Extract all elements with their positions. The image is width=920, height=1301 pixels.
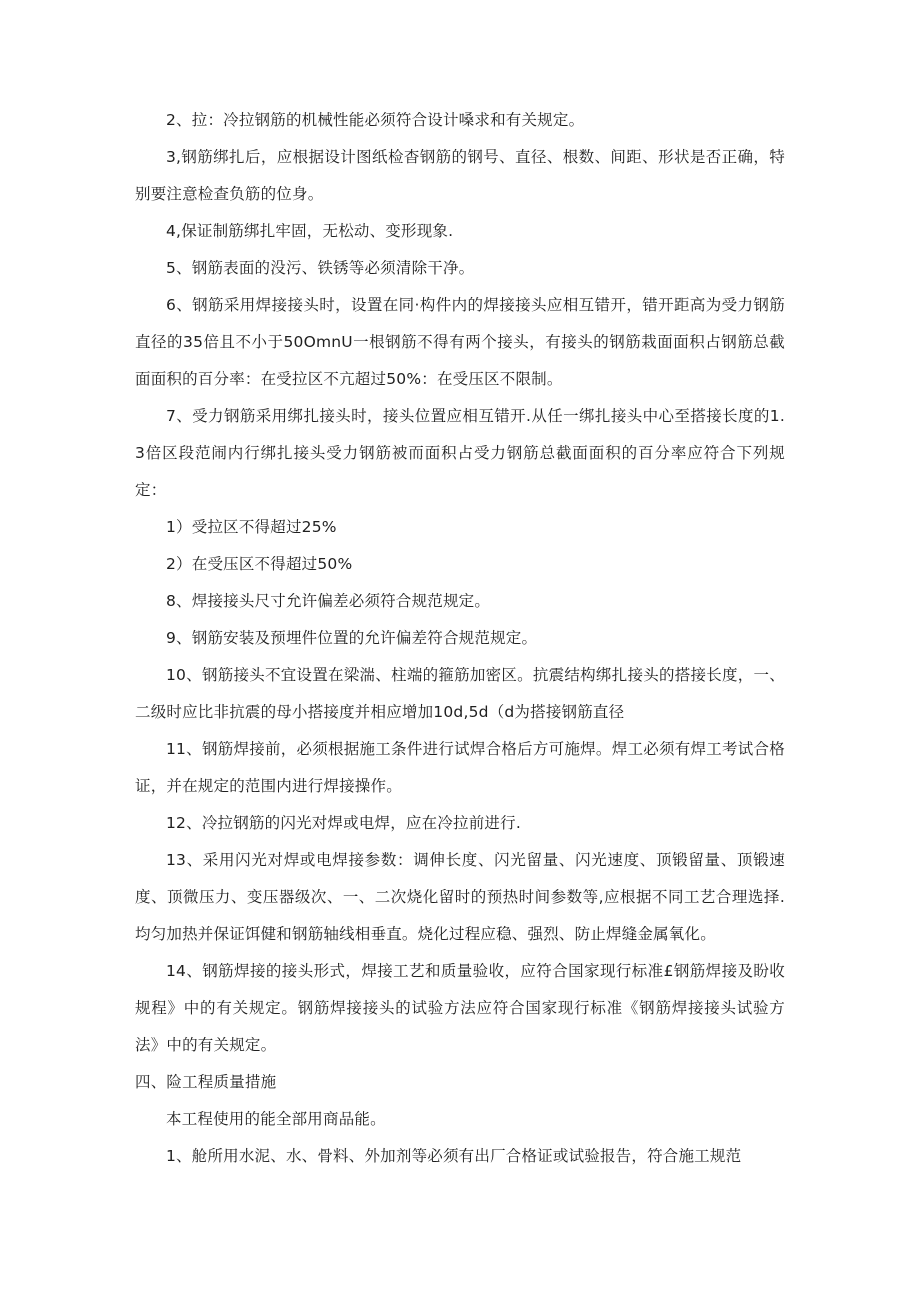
document-body xyxy=(135,102,785,1175)
section-heading: 四、险工程质量措施 xyxy=(135,1073,277,1091)
list-item: 2）在受压区不得超过50% xyxy=(166,555,353,573)
paragraph: 3,钢筋绑扎后，应根据设计图纸检杳钢筋的钢号、直径、根数、间距、形状是否正确，特别要注意检查负筋的位身。 xyxy=(135,148,785,203)
paragraph: 4,保证制筋绑扎牢固，无松动、变形现象. xyxy=(166,222,454,240)
paragraph: 1、舱所用水泥、水、骨料、外加剂等必须有出厂合格证或试验报告，符合施工规范 xyxy=(166,1147,742,1165)
list-item: 1）受拉区不得超过25% xyxy=(166,518,337,536)
paragraph: 2、拉：冷拉钢筋的机械性能必须符合设计嗓求和有关规定。 xyxy=(166,111,585,129)
paragraph: 10、钢筋接头不宜设置在梁湍、柱端的箍筋加密区。抗震结构绑扎接头的搭接长度，一、二级时应比非抗震的母小搭接度并相应增加10d,5d（d为搭接钢筋直径 xyxy=(135,666,785,721)
paragraph: 14、钢筋焊接的接头形式，焊接工艺和质量验收，应符合国家现行标准£钢筋焊接及盼收规程》中的有关规定。钢筋焊接接头的试验方法应符合国家现行标准《钢筋焊接接头试验方法》中的有关规定。 xyxy=(135,962,785,1054)
paragraph: 7、受力钢筋采用绑扎接头时，接头位置应相互错开.从任一绑扎接头中心至搭接长度的1.3倍区段范闹内行绑扎接头受力钢筋被而面积占受力钢筋总截面面积的百分率应符合下列规定： xyxy=(135,407,785,499)
paragraph: 5、钢筋表面的没污、铁锈等必须清除干净。 xyxy=(166,259,475,277)
paragraph: 12、冷拉钢筋的闪光对焊或电焊，应在冷拉前进行. xyxy=(166,814,521,832)
paragraph: 本工程使用的能全部用商品能。 xyxy=(166,1110,386,1128)
paragraph: 13、采用闪光对焊或电焊接参数：调伸长度、闪光留量、闪光速度、顶锻留量、顶锻速度、顶微压力、变压器级次、一、二次烧化留时的预热时间参数等,应根据不同工艺合理选择.均匀加热并保证饵健和钢筋轴线相垂直。烧化过程应稳、强烈、防止焊缝金属氧化。 xyxy=(135,851,785,943)
paragraph: 9、钢筋安装及预埋件位置的允许偏差符合规范规定。 xyxy=(166,629,538,647)
paragraph: 6、钢筋采用焊接接头时，设置在同·构件内的焊接接头应相互错开，错开距高为受力钢筋直径的35倍且不小于50OmnU一根钢筋不得有两个接头，有接头的钢筋栽面面积占钢筋总截面面积的百分率：在受拉区不亢超过50%：在受压区不限制。 xyxy=(135,296,785,388)
paragraph: 8、焊接接头尺寸允许偏差必须符合规范规定。 xyxy=(166,592,491,610)
paragraph: 11、钢筋焊接前，必须根据施工条件进行试焊合格后方可施焊。焊工必须有焊工考试合格证，并在规定的范围内进行焊接操作。 xyxy=(135,740,785,795)
